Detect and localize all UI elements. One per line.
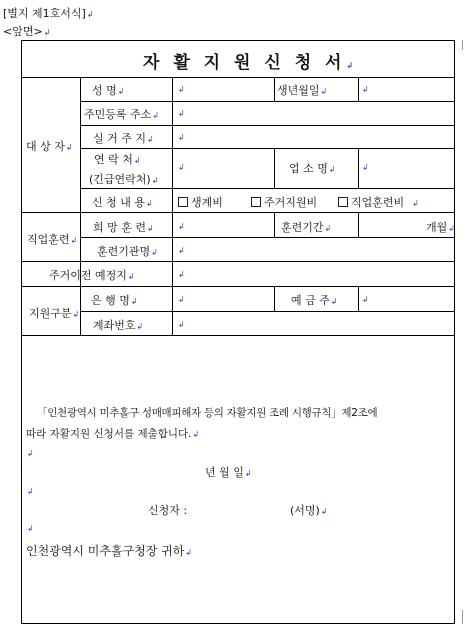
job-value-field[interactable]: ↲	[362, 163, 369, 172]
target-section-label: 대 상 자↲	[26, 140, 73, 153]
bank-field[interactable]: ↲	[178, 295, 185, 304]
form-side-label: <앞면>↲	[3, 25, 51, 38]
form-number: [별지 제1호서식]↲	[3, 7, 94, 20]
account-label: 계좌번호↲	[93, 319, 144, 332]
training-institution-label: 훈련기관명↲	[97, 245, 158, 258]
training-period-label: 훈련기간↲	[281, 221, 332, 234]
paragraph-mark-icon: ↲	[43, 28, 51, 37]
residence-label: 실 거 주 지↲	[93, 132, 154, 145]
addressee: 인천광역시 미추홀구청장 귀하↲	[26, 544, 193, 558]
training-institution-field[interactable]: ↲	[178, 246, 185, 255]
paragraph-mark-icon: ↲	[27, 449, 34, 458]
checkbox-icon[interactable]	[251, 197, 261, 207]
support-section-label: 지원구분↲	[29, 307, 80, 320]
residence-value-field[interactable]: ↲	[178, 133, 185, 142]
address-label: 주민등록 주소↲	[84, 108, 159, 121]
checkbox-icon[interactable]	[178, 197, 188, 207]
address-value-field[interactable]: ↲	[178, 109, 185, 118]
application-label: 신 청 내 용↲	[92, 196, 153, 209]
account-field[interactable]: ↲	[178, 320, 185, 329]
name-label: 성 명↲	[92, 84, 125, 97]
job-training-option[interactable]: 직업훈련비 ↲	[338, 194, 419, 210]
birth-value-field[interactable]: ↲	[362, 85, 369, 94]
relocation-label: 주거이전 예정지↲	[49, 269, 135, 282]
submission-date: 년 월 일↲	[205, 466, 252, 479]
birth-label: 생년월일↲	[277, 84, 328, 97]
bank-label: 은 행 명↲	[91, 294, 138, 307]
living-cost-option[interactable]: 생계비	[178, 194, 223, 210]
contact-value-field[interactable]: ↲	[178, 163, 185, 172]
form-title: 자 활 지 원 신 청 서↲	[143, 53, 358, 73]
applicant-label: 신청자 :	[148, 504, 188, 517]
name-value-field[interactable]: ↲	[178, 85, 185, 94]
job-label: 업 소 명↲	[289, 162, 336, 175]
desired-training-label: 희 망 훈 련↲	[93, 221, 154, 234]
paragraph-mark-icon: ↲	[27, 487, 34, 496]
application-form	[21, 40, 455, 624]
paragraph-mark-icon: ↲	[27, 524, 34, 533]
holder-field[interactable]: ↲	[362, 295, 369, 304]
training-period-unit: 개월↲	[426, 221, 455, 234]
statement-line-2: 따라 자활지원 신청서를 제출합니다.↲	[26, 428, 200, 440]
paragraph-mark-icon: ↲	[86, 10, 94, 19]
holder-label: 예 금 주↲	[291, 294, 338, 307]
relocation-field[interactable]: ↲	[178, 270, 185, 279]
paragraph-mark-icon: ↲	[346, 61, 358, 70]
training-section-label: 직업훈련↲	[27, 233, 78, 246]
contact-label: 연 락 처↲	[94, 153, 141, 166]
signature-label: (서명)↲	[290, 504, 328, 517]
statement-line-1: 「인천광역시 미추홀구 성매매피해자 등의 자활지원 조례 시행규칙」제2조에	[37, 407, 378, 419]
checkbox-icon[interactable]	[338, 197, 348, 207]
housing-support-option[interactable]: 주거지원비	[251, 194, 317, 210]
desired-training-field[interactable]: ↲	[178, 222, 185, 231]
emergency-contact-label: (긴급연락처)↲	[89, 173, 159, 186]
